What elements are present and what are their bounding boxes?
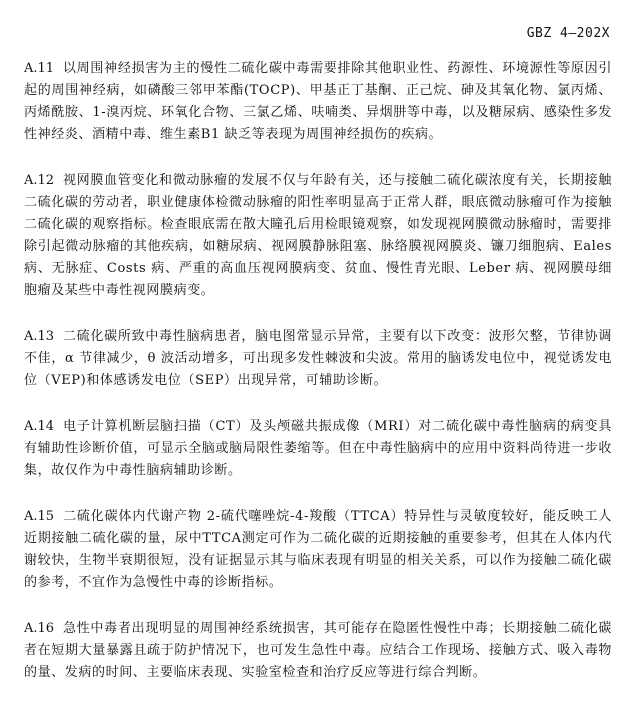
paragraph-text: 急性中毒者出现明显的周围神经系统损害，其可能存在隐匿性慢性中毒；长期接触二硫化碳者在短期大量暴露且疏于防护情况下，也可发生急性中毒。应结合工作现场、接触方式、吸入毒物的量、发病的时间、主要临床表现、实验室检查和治疗反应等进行综合判断。 <box>24 621 612 680</box>
document-body <box>24 58 612 708</box>
paragraph-a14 <box>24 416 612 482</box>
paragraph-a13 <box>24 326 612 392</box>
paragraph-number: A.16 <box>24 621 55 636</box>
paragraph-number: A.12 <box>24 173 55 188</box>
paragraph-number: A.14 <box>24 419 55 434</box>
paragraph-text: 视网膜血管变化和微动脉瘤的发展不仅与年龄有关，还与接触二硫化碳浓度有关，长期接触二硫化碳的劳动者，职业健康体检微动脉瘤的阳性率明显高于正常人群，眼底微动脉瘤可作为接触二硫化碳的观察指标。检查眼底需在散大瞳孔后用检眼镜观察，如发现视网膜微动脉瘤时，需要排除引起微动脉瘤的其他疾病，如糖尿病、视网膜静脉阻塞、脉络膜视网膜炎、镰刀细胞病、Eales 病、无脉症、Costs 病、严重的高血压视网膜病变、贫血、慢性青光眼、Leber 病、视网膜母细胞瘤及某些中毒性视网膜病变。 <box>24 173 612 298</box>
paragraph-number: A.11 <box>24 61 55 76</box>
paragraph-number: A.15 <box>24 509 55 524</box>
paragraph-a15 <box>24 506 612 594</box>
paragraph-text: 二硫化碳体内代谢产物 2-硫代噻唑烷-4-羧酸（TTCA）特异性与灵敏度较好，能反映工人近期接触二硫化碳的量，尿中TTCA测定可作为二硫化碳的近期接触的重要参考，但其在人体内代谢较快，生物半衰期很短，没有证据显示其与临床表现有明显的相关关系，可以作为接触二硫化碳的参考，不宜作为急慢性中毒的诊断指标。 <box>24 509 612 590</box>
paragraph-text: 二硫化碳所致中毒性脑病患者，脑电图常显示异常，主要有以下改变：波形欠整，节律协调不佳，α 节律减少，θ 波活动增多，可出现多发性棘波和尖波。常用的脑诱发电位中，视觉诱发电位（VEP)和体感诱发电位（SEP）出现异常，可辅助诊断。 <box>24 329 612 388</box>
paragraph-text: 电子计算机断层脑扫描（CT）及头颅磁共振成像（MRI）对二硫化碳中毒性脑病的病变具有辅助性诊断价值，可显示全脑或脑局限性萎缩等。但在中毒性脑病中的应用中资料尚待进一步收集，故仅作为中毒性脑病辅助诊断。 <box>24 419 613 478</box>
paragraph-text: 以周围神经损害为主的慢性二硫化碳中毒需要排除其他职业性、药源性、环境源性等原因引起的周围神经病，如磷酸三邻甲苯酯(TOCP)、甲基正丁基酮、正己烷、砷及其氧化物、氯丙烯、丙烯酰胺、1-溴丙烷、环氧化合物、三氯乙烯、呋喃类、异烟肼等中毒，以及糖尿病、感染性多发性神经炎、酒精中毒、维生素B1 缺乏等表现为周围神经损伤的疾病。 <box>24 61 612 142</box>
paragraph-a16 <box>24 618 612 684</box>
paragraph-a12 <box>24 170 612 302</box>
paragraph-a11 <box>24 58 612 146</box>
paragraph-number: A.13 <box>24 329 55 344</box>
document-code: GBZ 4—202X <box>526 26 610 41</box>
